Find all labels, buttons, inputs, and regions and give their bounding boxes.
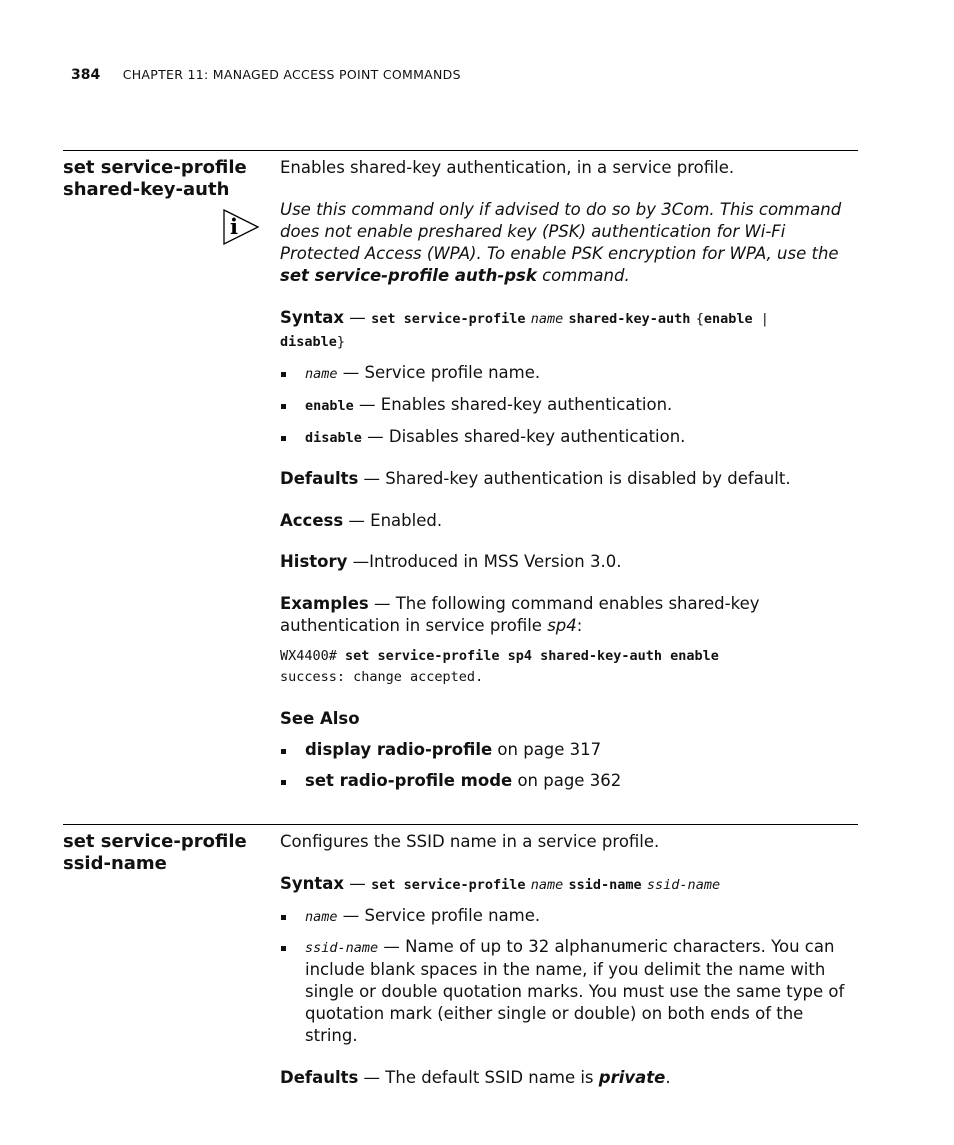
param-list [280, 362, 860, 449]
code-example [280, 646, 860, 688]
see-also-list [280, 739, 860, 792]
defaults: Defaults — The default SSID name is private. [280, 1068, 671, 1087]
list-item: name — Service profile name. [280, 362, 860, 385]
svg-text:i: i [230, 214, 238, 239]
code-command: set service-profile sp4 shared-key-auth enable [345, 648, 719, 664]
list-item: set radio-profile mode on page 362 [280, 770, 860, 792]
note [280, 199, 860, 287]
syntax-arg: name [530, 311, 564, 327]
info-icon [221, 207, 261, 247]
see-also-link-set-radio-profile-mode[interactable]: set radio-profile mode [305, 771, 513, 790]
defaults: Defaults — Shared-key authentication is disabled by default. [280, 469, 791, 488]
access: Access — Enabled. [280, 511, 443, 530]
page-number: 384 [71, 67, 101, 83]
section-divider [63, 150, 858, 151]
list-item: display radio-profile on page 317 [280, 739, 860, 761]
note-command: set service-profile auth-psk [280, 266, 537, 285]
see-also-heading: See Also [280, 709, 360, 728]
section-heading-shared-key-auth: set service-profile shared-key-auth [63, 157, 247, 200]
description: Enables shared-key authentication, in a service profile. [280, 158, 735, 177]
syntax-label: Syntax [280, 308, 345, 327]
examples: Examples — The following command enables shared-key authentication in service profile sp4: [280, 594, 760, 635]
section-heading-ssid-name: set service-profile ssid-name [63, 831, 247, 874]
history: History —Introduced in MSS Version 3.0. [280, 552, 622, 571]
section-divider [63, 824, 858, 825]
syntax-command: set service-profile [371, 311, 526, 327]
list-item: disable — Disables shared-key authentication. [280, 426, 860, 449]
syntax: Syntax — set service-profile name shared-key-auth {enable | disable} [280, 308, 769, 350]
syntax-opt-enable: enable [703, 311, 753, 327]
syntax-subcommand: shared-key-auth [568, 311, 691, 327]
description: Configures the SSID name in a service profile. [280, 832, 660, 851]
list-item: name — Service profile name. [280, 905, 860, 928]
syntax-opt-disable: disable [280, 334, 337, 350]
note-tail: command. [536, 266, 630, 285]
param-list [280, 905, 860, 1047]
chapter-title: CHAPTER 11: MANAGED ACCESS POINT COMMANDS [122, 67, 461, 82]
see-also-link-display-radio-profile[interactable]: display radio-profile [305, 740, 493, 759]
section-body-ssid-name [280, 831, 860, 1089]
code-output: success: change accepted. [280, 669, 484, 685]
list-item: enable — Enables shared-key authentication. [280, 394, 860, 417]
list-item: ssid-name — Name of up to 32 alphanumeric characters. You can include blank spaces in the name, if you delimit the name with single or double quotation marks. You must use the same type of quotation mark (either single or double) on both ends of the string. [280, 936, 860, 1047]
syntax: Syntax — set service-profile name ssid-name ssid-name [280, 874, 721, 893]
section-body-shared-key-auth [280, 157, 860, 792]
code-prompt: WX4400# [280, 648, 346, 664]
note-text: Use this command only if advised to do so by 3Com. This command does not enable preshared key (PSK) authentication for Wi-Fi Protected Access (WPA). To enable PSK encryption for WPA, use the [280, 200, 842, 263]
page-header [71, 67, 461, 83]
default-ssid-value: private [598, 1068, 666, 1087]
